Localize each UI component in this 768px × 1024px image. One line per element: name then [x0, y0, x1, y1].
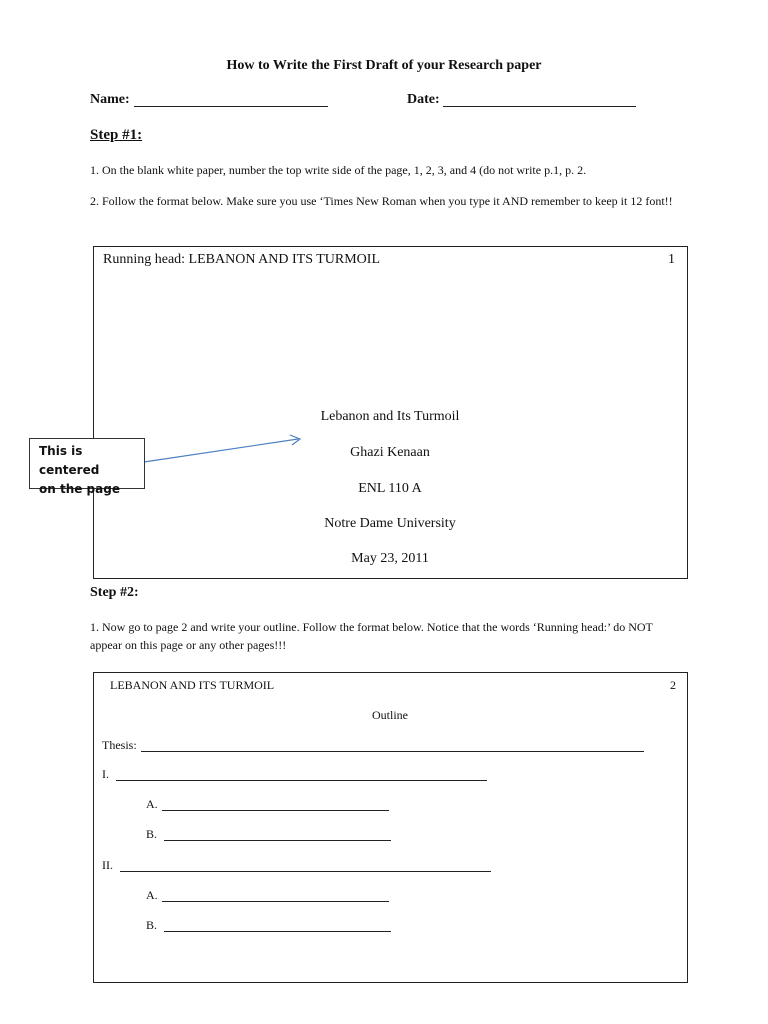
roman-1-label: I.: [102, 767, 109, 781]
thesis-label: Thesis:: [102, 738, 137, 752]
step2-instruction-1: 1. Now go to page 2 and write your outline. Follow the format below. Notice that the words ‘Running head:’ do NOT appear on this page or any other pages!!!: [90, 620, 653, 652]
sub-b-line-2: [164, 931, 391, 932]
document-title: How to Write the First Draft of your Research paper: [226, 58, 542, 73]
sub-a-line-1: [162, 810, 389, 811]
university-name: Notre Dame University: [324, 516, 456, 531]
page-number-1: 1: [668, 252, 675, 267]
date-field[interactable]: [443, 106, 636, 107]
outline-header: LEBANON AND ITS TURMOIL: [110, 678, 275, 692]
callout-arrow: [140, 430, 310, 470]
callout-line-1: This is centered: [39, 444, 100, 477]
sub-b-label-1: B.: [146, 827, 158, 841]
sub-a-line-2: [162, 901, 389, 902]
course-name: ENL 110 A: [358, 481, 422, 496]
thesis-line: [141, 751, 644, 752]
step1-instruction-2: 2. Follow the format below. Make sure you use ‘Times New Roman when you type it AND remember to keep it 12 font!!: [90, 194, 673, 208]
sub-b-label-2: B.: [146, 918, 158, 932]
sub-a-label-2: A.: [146, 888, 158, 902]
step2-heading: Step #2:: [90, 585, 139, 600]
roman-1-line: [116, 780, 487, 781]
name-field[interactable]: [134, 106, 328, 107]
date-label: Date:: [407, 92, 440, 107]
step1-heading: Step #1:: [90, 127, 143, 143]
author-name: Ghazi Kenaan: [350, 445, 430, 460]
callout-line-2: on the page: [39, 482, 120, 496]
page-number-2: 2: [670, 678, 676, 692]
paper-title: Lebanon and Its Turmoil: [320, 409, 460, 424]
running-head: Running head: LEBANON AND ITS TURMOIL: [103, 252, 381, 267]
name-label: Name:: [90, 92, 130, 107]
outline-heading: Outline: [372, 708, 408, 722]
callout-box: [29, 438, 145, 496]
sub-a-label-1: A.: [146, 797, 158, 811]
sub-b-line-1: [164, 840, 391, 841]
roman-2-line: [120, 871, 491, 872]
paper-date: May 23, 2011: [351, 551, 429, 566]
roman-2-label: II.: [102, 858, 113, 872]
step1-instruction-1: 1. On the blank white paper, number the top write side of the page, 1, 2, 3, and 4 (do not write p.1, p. 2.: [90, 163, 587, 177]
